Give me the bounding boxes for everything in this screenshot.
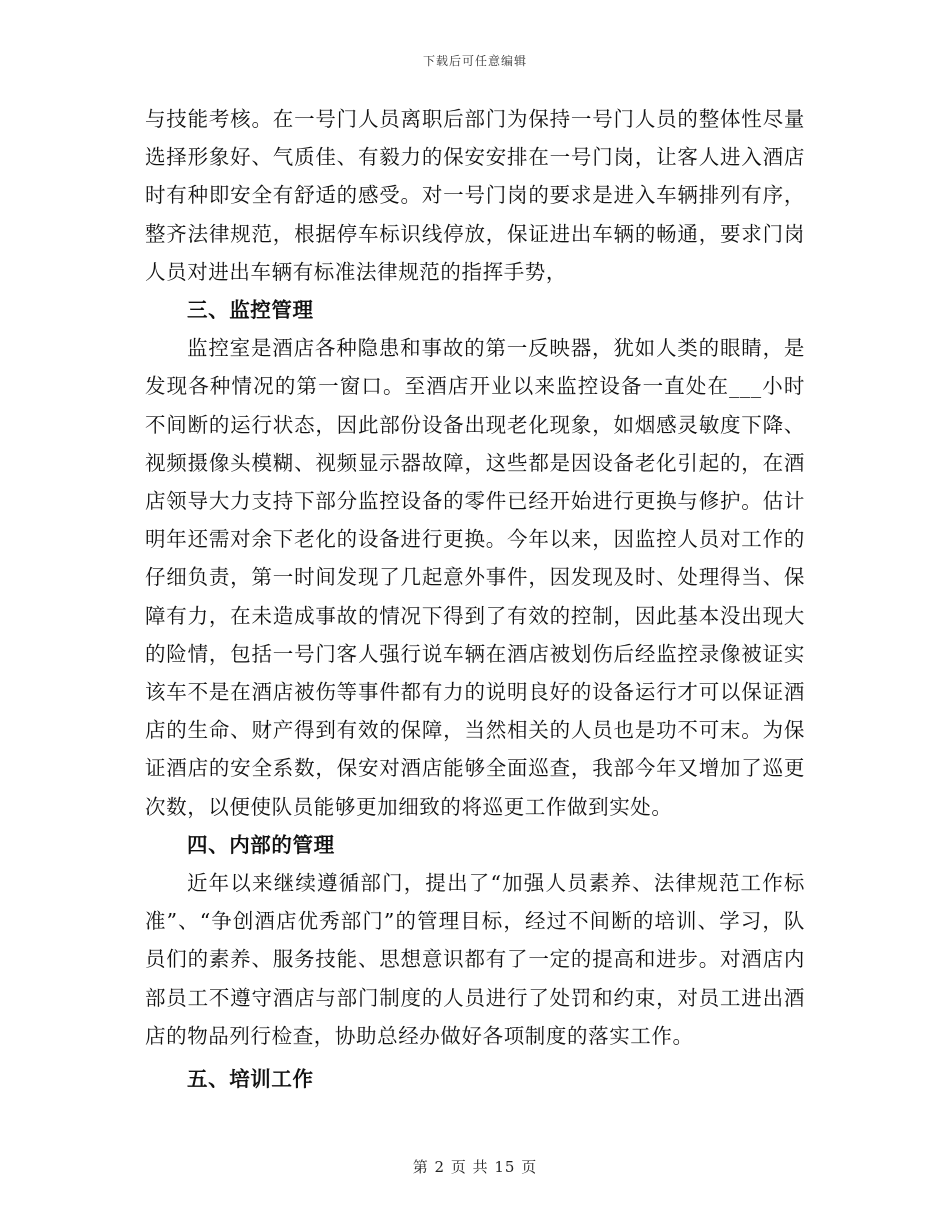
document-body: [145, 100, 805, 1098]
paragraph-internal-management: 近年以来继续遵循部门，提出了“加强人员素养、法律规范工作标准”、“争创酒店优秀部门”的管理目标，经过不间断的培训、学习，队员们的素养、服务技能、思想意识都有了一定的提高和进步。对酒店内部员工不遵守酒店与部门制度的人员进行了处罚和约束，对员工进出酒店的物品列行检查，协助总经办做好各项制度的落实工作。: [145, 871, 805, 1048]
section-heading-internal-management: 四、内部的管理: [187, 832, 335, 857]
section-heading-monitoring: 三、监控管理: [187, 298, 314, 323]
page-footer: 第 2 页 共 15 页: [412, 1158, 538, 1176]
paragraph-intro: 与技能考核。在一号门人员离职后部门为保持一号门人员的整体性尽量选择形象好、气质佳、有毅力的保安安排在一号门岗，让客人进入酒店时有种即安全有舒适的感受。对一号门岗的要求是进入车辆排列有序，整齐法律规范，根据停车标识线停放，保证进出车辆的畅通，要求门岗人员对进出车辆有标准法律规范的指挥手势，: [145, 107, 805, 284]
section-heading-training: 五、培训工作: [187, 1067, 314, 1092]
page-header: 下载后可任意编辑: [422, 54, 527, 68]
paragraph-monitoring: 监控室是酒店各种隐患和事故的第一反映器，犹如人类的眼睛，是发现各种情况的第一窗口。至酒店开业以来监控设备一直处在___小时不间断的运行状态，因此部份设备出现老化现象，如烟感灵敏度下降、视频摄像头模糊、视频显示器故障，这些都是因设备老化引起的，在酒店领导大力支持下部分监控设备的零件已经开始进行更换与修护。估计明年还需对余下老化的设备进行更换。今年以来，因监控人员对工作的仔细负责，第一时间发现了几起意外事件，因发现及时、处理得当、保障有力，在未造成事故的情况下得到了有效的控制，因此基本没出现大的险情，包括一号门客人强行说车辆在酒店被划伤后经监控录像被证实该车不是在酒店被伤等事件都有力的说明良好的设备运行才可以保证酒店的生命、财产得到有效的保障，当然相关的人员也是功不可末。为保证酒店的安全系数，保安对酒店能够全面巡查，我部今年又增加了巡更次数，以便使队员能够更加细致的将巡更工作做到实处。: [145, 336, 805, 819]
